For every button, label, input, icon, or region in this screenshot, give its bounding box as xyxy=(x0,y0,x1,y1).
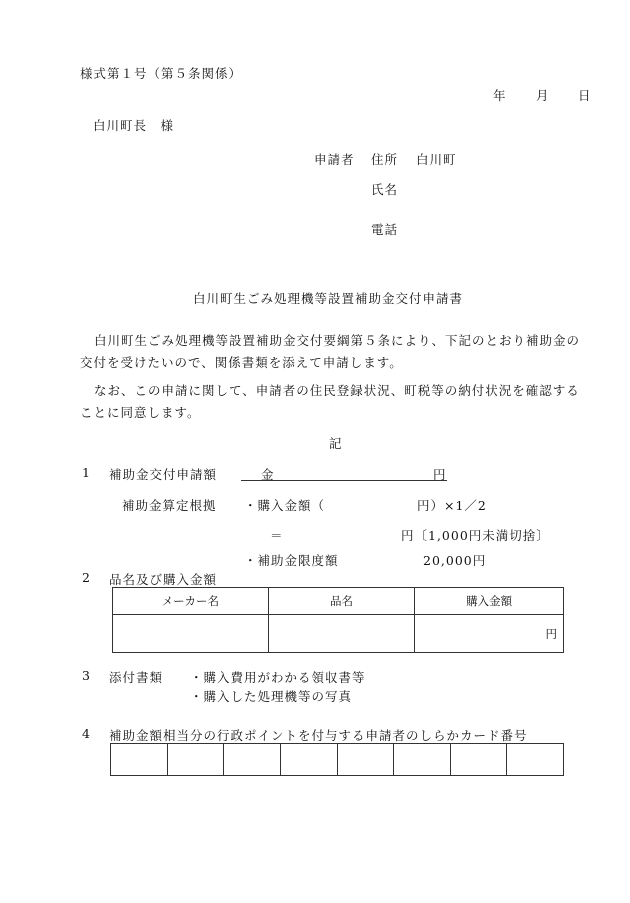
document-title: 白川町生ごみ処理機等設置補助金交付申請書 xyxy=(193,291,464,306)
limit-label: ・補助金限度額 xyxy=(244,553,339,568)
form-number: 様式第１号（第５条関係） xyxy=(80,66,243,81)
purchase-line: ・購入金額（ xyxy=(244,498,326,513)
date-day-label: 日 xyxy=(578,88,591,103)
attachment-item-1: ・購入費用がわかる領収書等 xyxy=(190,670,366,685)
section2-number: 2 xyxy=(82,570,90,585)
section4-number: 4 xyxy=(82,726,90,741)
amount-prefix: 金 xyxy=(261,467,274,482)
limit-value: 20,000円 xyxy=(423,553,487,568)
section1-label: 補助金交付申請額 xyxy=(109,467,218,482)
section4-label: 補助金額相当分の行政ポイントを付与する申請者のしらかカード番号 xyxy=(109,728,528,743)
header-maker: メーカー名 xyxy=(113,588,269,615)
body-paragraph-1: 白川町生ごみ処理機等設置補助金交付要綱第５条により、下記のとおり補助金の交付を受けたいので、関係書類を添えて申請します。 xyxy=(80,333,581,370)
cell-maker[interactable] xyxy=(113,615,269,653)
addressee: 白川町長 様 xyxy=(93,118,175,133)
address-value: 白川町 xyxy=(416,152,457,167)
header-price: 購入金額 xyxy=(415,588,564,615)
section3-label: 添付書類 xyxy=(109,670,164,685)
equals-sign: ＝ xyxy=(270,528,283,543)
card-number-table xyxy=(110,743,564,776)
amount-field[interactable] xyxy=(241,465,447,481)
address-label: 住所 xyxy=(371,152,399,167)
ki-heading: 記 xyxy=(329,436,342,451)
card-digit-box[interactable] xyxy=(224,744,281,776)
card-digit-box[interactable] xyxy=(337,744,394,776)
card-digit-box[interactable] xyxy=(111,744,168,776)
cell-product[interactable] xyxy=(268,615,415,653)
body-paragraph-2: なお、この申請に関して、申請者の住民登録状況、町税等の納付状況を確認することに同意します。 xyxy=(80,383,580,420)
card-digit-box[interactable] xyxy=(507,744,564,776)
card-digit-box[interactable] xyxy=(167,744,224,776)
card-digit-box[interactable] xyxy=(394,744,451,776)
basis-label: 補助金算定根拠 xyxy=(122,498,217,513)
section1-number: 1 xyxy=(82,465,90,480)
cell-price[interactable] xyxy=(415,615,564,653)
date-month-label: 月 xyxy=(536,88,549,103)
section2-label: 品名及び購入金額 xyxy=(109,572,218,587)
purchase-suffix: 円）×1／2 xyxy=(417,498,487,513)
card-digit-box[interactable] xyxy=(280,744,337,776)
card-digit-box[interactable] xyxy=(450,744,507,776)
amount-suffix: 円 xyxy=(433,467,446,482)
price-yen: 円 xyxy=(545,626,557,641)
items-table xyxy=(112,587,564,653)
name-label: 氏名 xyxy=(371,182,399,197)
date-year-label: 年 xyxy=(493,88,506,103)
phone-label: 電話 xyxy=(371,222,399,237)
header-product: 品名 xyxy=(268,588,415,615)
result-suffix: 円〔1,000円未満切捨〕 xyxy=(401,528,550,543)
section3-number: 3 xyxy=(82,668,90,683)
attachment-item-2: ・購入した処理機等の写真 xyxy=(190,689,353,704)
applicant-label: 申請者 xyxy=(314,152,355,167)
